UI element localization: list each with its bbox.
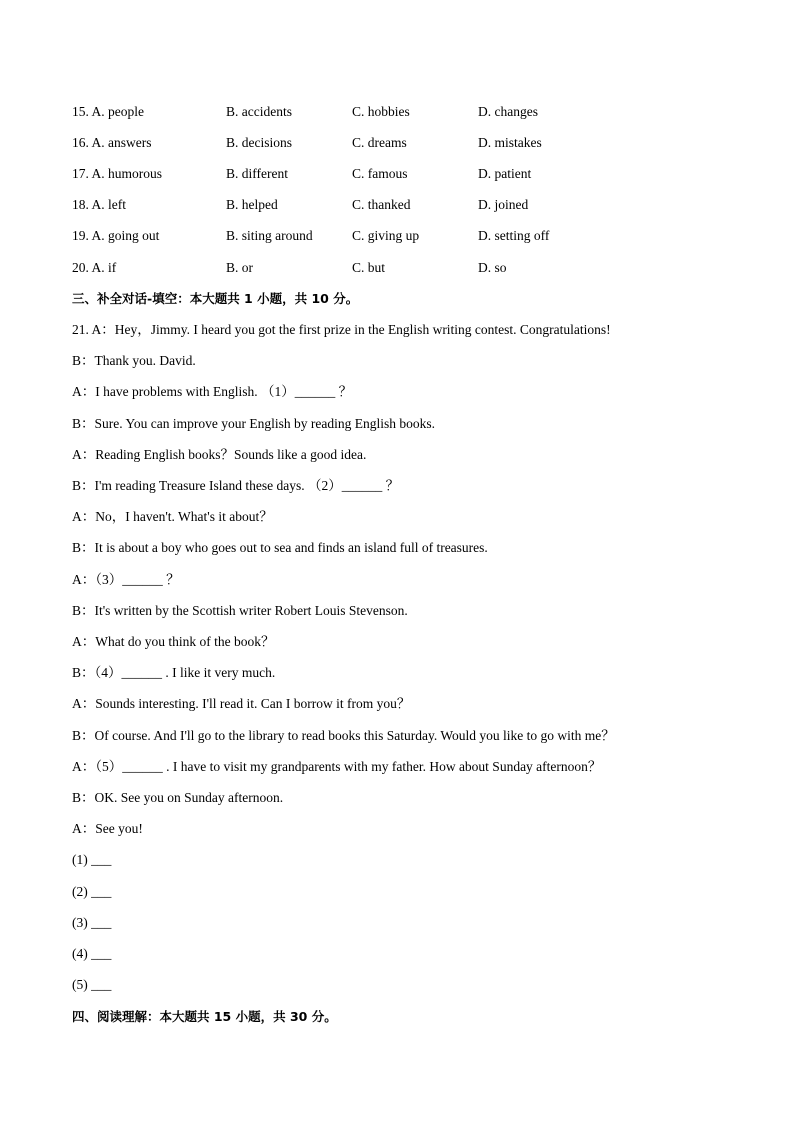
section-heading: 四、阅读理解：本大题共 15 小题，共 30 分。 (72, 1009, 337, 1024)
dialogue-line: 21. A：Hey，Jimmy. I heard you got the first prize in the English writing contest. Congratulations! (72, 322, 611, 337)
option-b: B. or (226, 260, 253, 275)
option-b: B. helped (226, 197, 278, 212)
dialogue-line: B：It's written by the Scottish writer Robert Louis Stevenson. (72, 603, 408, 618)
answer-blank: (1) ___ (72, 852, 112, 867)
section-heading: 三、补全对话-填空：本大题共 1 小题，共 10 分。 (72, 291, 359, 306)
option-a: 19. A. going out (72, 228, 160, 243)
answer-blank: (5) ___ (72, 977, 112, 992)
answer-blank: (4) ___ (72, 946, 112, 961)
option-a: 20. A. if (72, 260, 117, 275)
dialogue-line: B：Thank you. David. (72, 353, 196, 368)
option-c: C. dreams (352, 135, 407, 150)
option-a: 16. A. answers (72, 135, 152, 150)
option-d: D. so (478, 260, 507, 275)
dialogue-line: A：What do you think of the book？ (72, 634, 275, 649)
option-a: 17. A. humorous (72, 166, 163, 181)
option-c: C. but (352, 260, 386, 275)
option-d: D. setting off (478, 228, 550, 243)
option-c: C. thanked (352, 197, 411, 212)
option-a: 18. A. left (72, 197, 126, 212)
dialogue-line: A：No，I haven't. What's it about？ (72, 509, 273, 524)
dialogue-line: B：Of course. And I'll go to the library to read books this Saturday. Would you like to go with me？ (72, 728, 615, 743)
dialogue-line: B：OK. See you on Sunday afternoon. (72, 790, 284, 805)
option-d: D. changes (478, 104, 538, 119)
option-b: B. accidents (226, 104, 292, 119)
option-d: D. patient (478, 166, 532, 181)
dialogue-line: A：Sounds interesting. I'll read it. Can I borrow it from you？ (72, 696, 411, 711)
dialogue-line: A：I have problems with English. （1）______ ？ (72, 384, 353, 399)
option-c: C. hobbies (352, 104, 410, 119)
option-b: B. siting around (226, 228, 313, 243)
dialogue-line: B：Sure. You can improve your English by reading English books. (72, 416, 435, 431)
option-d: D. mistakes (478, 135, 542, 150)
answer-blank: (2) ___ (72, 884, 112, 899)
option-b: B. different (226, 166, 288, 181)
dialogue-line: B：（4）______ . I like it very much. (72, 665, 276, 680)
dialogue-line: B：I'm reading Treasure Island these days. （2）______ ？ (72, 478, 400, 493)
dialogue-line: A：See you! (72, 821, 143, 836)
option-c: C. giving up (352, 228, 420, 243)
option-d: D. joined (478, 197, 529, 212)
option-a: 15. A. people (72, 104, 144, 119)
dialogue-line: A：Reading English books？Sounds like a good idea. (72, 447, 367, 462)
option-b: B. decisions (226, 135, 292, 150)
dialogue-line: A：（3）______ ？ (72, 572, 180, 587)
option-c: C. famous (352, 166, 408, 181)
dialogue-line: B：It is about a boy who goes out to sea and finds an island full of treasures. (72, 540, 488, 555)
dialogue-line: A：（5）______ . I have to visit my grandparents with my father. How about Sunday afternoon？ (72, 759, 602, 774)
answer-blank: (3) ___ (72, 915, 112, 930)
